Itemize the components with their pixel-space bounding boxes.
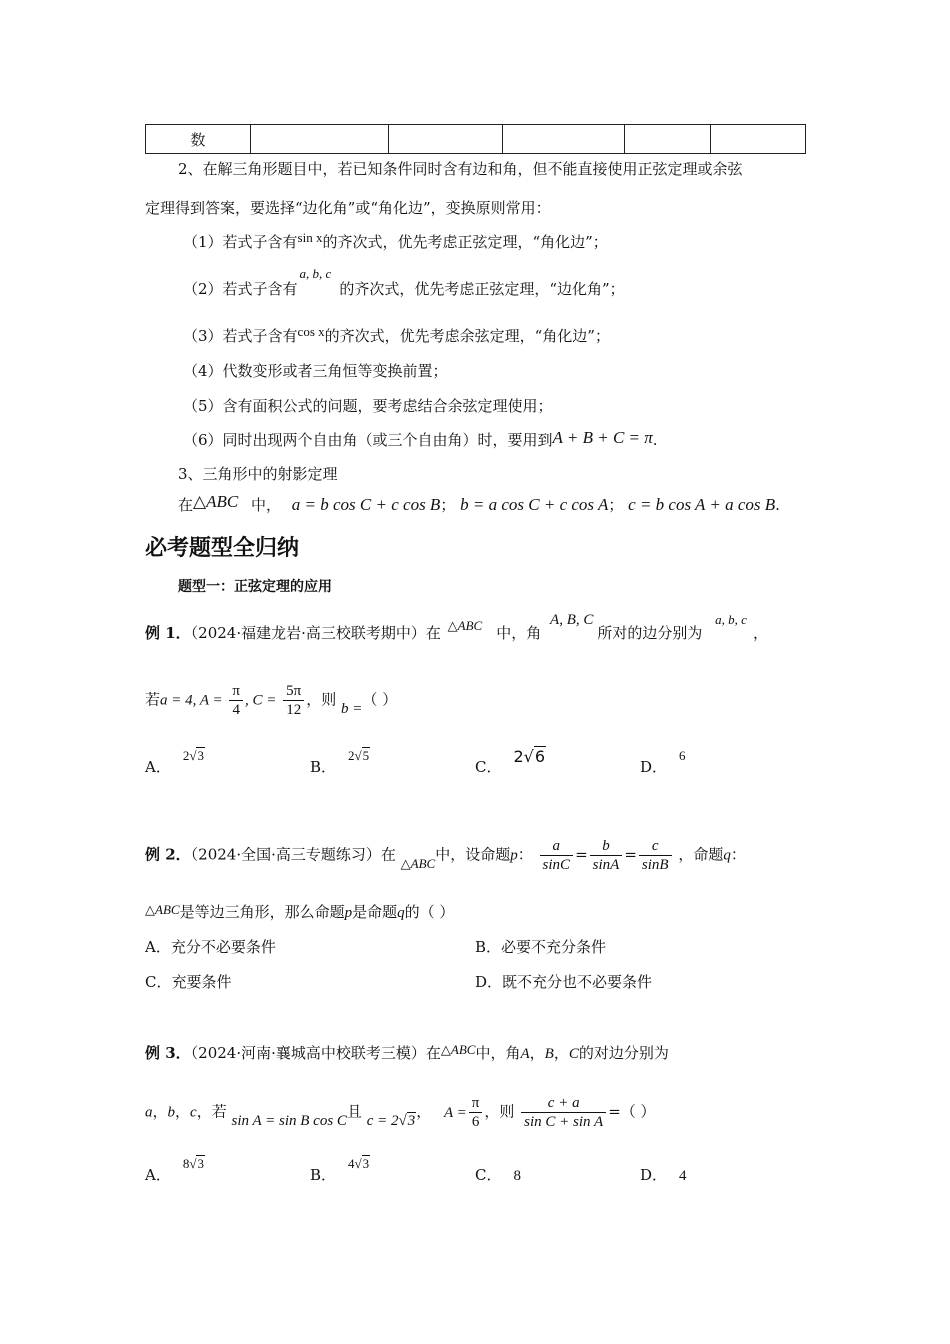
ex2-option-b[interactable]: B．必要不充分条件 <box>475 938 607 956</box>
table-cell <box>503 125 625 154</box>
rule-1: （1）若式子含有sin x的齐次式，优先考虑正弦定理，“角化边”； <box>183 230 608 251</box>
table-cell <box>625 125 711 154</box>
ex1-option-c[interactable]: C．2√6 <box>475 747 546 776</box>
point3-title: 3、三角形中的射影定理 <box>178 465 338 483</box>
rule-4: （4）代数变形或者三角恒等变换前置； <box>183 362 448 380</box>
table-cell: 数 <box>146 125 251 154</box>
section-title: 必考题型全归纳 <box>145 536 300 561</box>
ex2-option-c[interactable]: C．充要条件 <box>145 973 232 991</box>
table-cell <box>711 125 806 154</box>
table-cell <box>389 125 503 154</box>
rule-3: （3）若式子含有cos x的齐次式，优先考虑余弦定理，“角化边”； <box>183 324 610 345</box>
point2-line2: 定理得到答案，要选择“边化角”或“角化边”，变换原则常用： <box>145 199 551 217</box>
type1-title: 题型一：正弦定理的应用 <box>178 579 332 595</box>
ex3-option-d[interactable]: D． 4 <box>640 1166 687 1184</box>
ex3-option-a[interactable]: A．8√3 <box>145 1156 204 1184</box>
example-3-condition: a，b，c，若 sin A = sin B cos C且 c = 2√3， A = $\frac{\pi}{6}$ ，则 $\frac{c + a}{\text{sin C + sin A}}$ =（ ） <box>145 1095 656 1130</box>
example-2: 例 2．（2024·全国·高三专题练习）在 △ABC中，设命题p： $\frac{a}{\sin C}$ = $\frac{b}{\sin A}$ = $\frac{c}{\sin B}$ ，命题q： <box>145 838 746 873</box>
ex3-option-b[interactable]: B．4√3 <box>310 1156 370 1184</box>
ex1-option-d[interactable]: D．6 <box>640 748 686 776</box>
table-cell <box>251 125 389 154</box>
projection-theorem: 在△ABC 中， a = b cos C + c cos B； b = a cos C + c cos A； c = b cos A + a cos B. <box>178 492 780 514</box>
rule-2: （2）若式子含有a, b, c的齐次式，优先考虑正弦定理，“边化角”； <box>183 266 625 298</box>
ex2-option-d[interactable]: D．既不充分也不必要条件 <box>475 973 653 991</box>
rule-6: （6）同时出现两个自由角（或三个自由角）时，要用到A + B + C = π. <box>183 428 658 449</box>
ex1-option-a[interactable]: A．2√3 <box>145 748 204 776</box>
example-3: 例 3．（2024·河南·襄城高中校联考三模）在△ABC中，角A，B，C的对边分别为 <box>145 1042 669 1062</box>
point2-line1: 2、在解三角形题目中，若已知条件同时含有边和角，但不能直接使用正弦定理或余弦 <box>178 160 743 178</box>
ex1-option-b[interactable]: B．2√5 <box>310 748 370 776</box>
example-1: 例 1．（2024·福建龙岩·高三校联考期中）在 △ABC 中，角 A, B, C所对的边分别为 a, b, c， <box>145 612 768 642</box>
example-2-line2: △ABC是等边三角形，那么命题p是命题q的（ ） <box>145 902 455 921</box>
rule-5: （5）含有面积公式的问题，要考虑结合余弦定理使用； <box>183 397 553 415</box>
example-1-condition: 若a = 4, A = $\frac{\pi}{4}$ , C = $\frac{5\pi}{12}$ ，则 b =（ ） <box>145 683 398 718</box>
ex3-option-c[interactable]: C． 8 <box>475 1166 521 1184</box>
top-table <box>145 124 806 154</box>
ex2-option-a[interactable]: A．充分不必要条件 <box>145 938 276 956</box>
